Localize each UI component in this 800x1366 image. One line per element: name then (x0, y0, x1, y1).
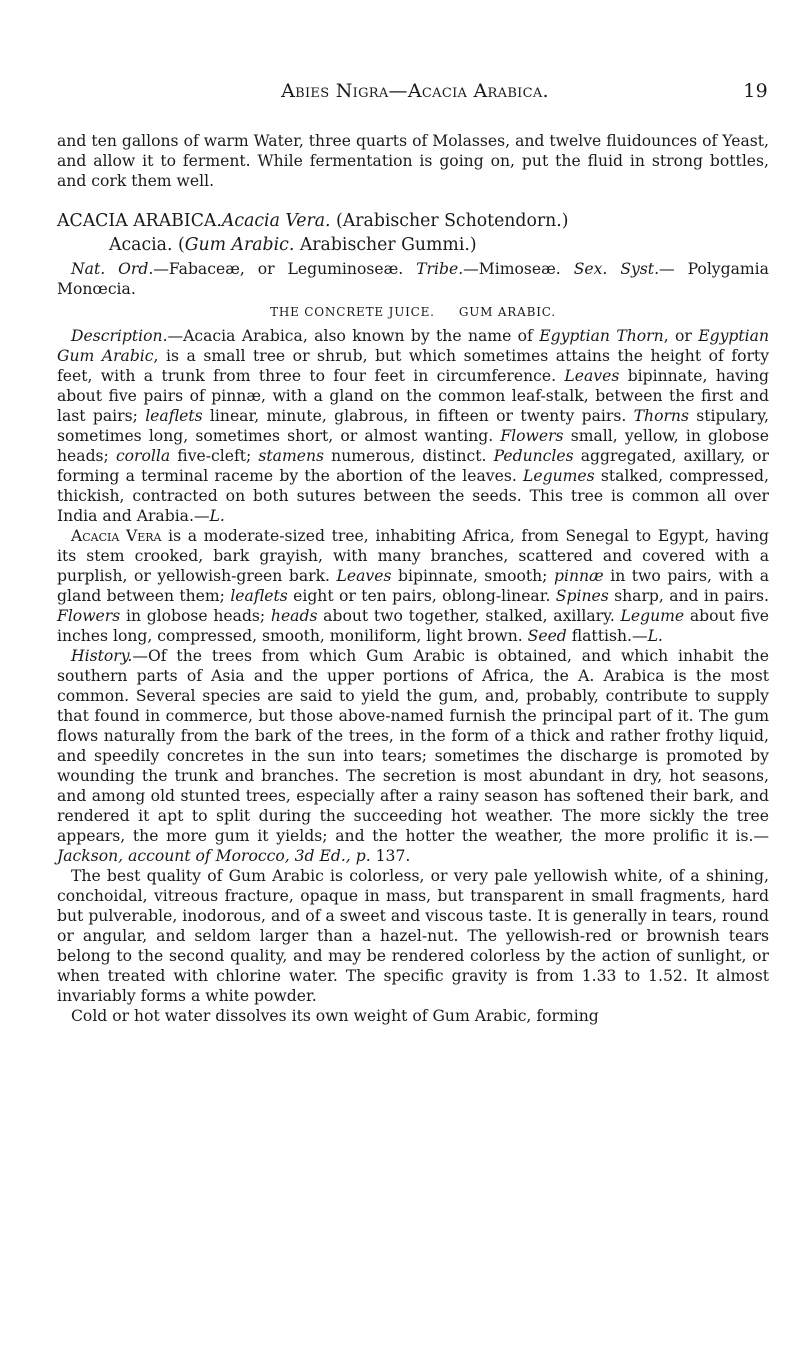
running-header (62, 80, 768, 104)
classification (57, 259, 769, 299)
tribe-text: —Mimoseæ. (463, 260, 561, 278)
history-citation: Jackson, account of Morocco, 3d Ed., p. (57, 847, 371, 865)
text-run: about two together, stalked, axillary. (317, 607, 621, 625)
italic-term: Egyptian Gum Arabic (57, 327, 770, 365)
text-run: flattish.— (566, 627, 648, 645)
italic-term: Seed (527, 627, 567, 645)
entry-synonym-2: Gum Arabic. (184, 235, 295, 255)
italic-term: Egyptian Thorn (539, 327, 664, 345)
italic-term: Leaves (564, 367, 620, 385)
juice-label: THE CONCRETE JUICE. (270, 305, 435, 319)
text-run: stalked, compressed, thickish, contracted on both sutures between the seeds. This tree is common all over India and Arabia.— (57, 467, 769, 525)
text-run: about five inches long, compressed, smooth, moniliform, light brown. (57, 607, 769, 645)
sex-syst-label: Sex. Syst. (573, 260, 660, 278)
italic-term: Thorns (633, 407, 689, 425)
gum-label: GUM ARABIC. (458, 305, 556, 319)
italic-term: Legume (620, 607, 685, 625)
italic-term: Legumes (523, 467, 595, 485)
entry-heading-line-2 (57, 234, 769, 256)
text-run: aggregated, axillary, or forming a terminal raceme by the abortion of the leaves. (57, 447, 769, 485)
best-quality-paragraph: The best quality of Gum Arabic is colorless, or very pale yellowish white, of a shining, conchoidal, vitreous fracture, opaque in mass, but transparent in small fragments, hard but pulverable, inodorous, and of a sweet and viscous taste. It is generally in tears, round or angular, and seldom larger than a hazel-nut. The yellowish-red or brownish tears belong to the second quality, and may be rendered colorless by the action of sunlight, or when treated with chlorine water. The specific gravity is from 1.33 to 1.52. It almost invariably forms a white powder. (57, 867, 769, 1005)
text-run: five-cleft; (170, 447, 259, 465)
description-paragraph (57, 326, 769, 526)
acacia-vera-name: Acacia Vera (71, 527, 162, 545)
text-run: —Of the trees from which Gum Arabic is obtained, and which inhabit the southern parts of Asia and the upper portions of Africa, the A. Arabica is the most common. Several species are said to yield the gum, and, probably, contribute to supply that found in commerce, but those above-named furnish the principal part of it. The gum flows naturally from the bark of the trees, in the form of a thick and rather frothy liquid, and speedily concretes in the sun into tears; sometimes the discharge is promoted by wounding the trunk and branches. The secretion is most abundant in dry, hot seasons, and among old stunted trees, especially after a rainy season has softened their bark, and rendered it apt to split during the succeeding hot weather. The more sickly the tree appears, the more gum it yields; and the hotter the weather, the more prolific it is.— (57, 647, 769, 845)
text-run: in two pairs, with a gland between them; (57, 567, 770, 605)
nat-ord-label: Nat. Ord. (71, 260, 154, 278)
italic-term: leaflets (145, 407, 203, 425)
italic-term: heads (270, 607, 318, 625)
history-paragraph (57, 646, 769, 866)
author-abbrev: L. (209, 507, 225, 525)
text-run: small, yellow, in globose heads; (57, 427, 769, 465)
text-run: bipinnate, smooth; (391, 567, 554, 585)
page-number: 19 (743, 80, 768, 102)
nat-ord-text: —Fabaceæ, or Leguminoseæ. (153, 260, 404, 278)
description-label: Description. (71, 327, 168, 345)
italic-term: Peduncles (493, 447, 574, 465)
italic-term: leaflets (230, 587, 288, 605)
text-run: eight or ten pairs, oblong-linear. (287, 587, 556, 605)
text-run: in globose heads; (120, 607, 271, 625)
italic-term: Flowers (57, 607, 121, 625)
history-label: History. (71, 647, 133, 665)
author-abbrev: L. (647, 627, 663, 645)
sex-syst-text: — Polygamia Monœcia. (57, 260, 769, 298)
part-used-heading (57, 302, 769, 322)
text-run: stipulary, sometimes long, sometimes short, or almost wanting. (57, 407, 770, 445)
italic-term: Flowers (500, 427, 564, 445)
text-run: sharp, and in pairs. (608, 587, 769, 605)
running-title: Abies Nigra—Acacia Arabica. (281, 80, 549, 102)
paragraph-continuation: and ten gallons of warm Water, three quarts of Molasses, and twelve fluidounces of Yeast, and allow it to ferment. While fermentation is going on, put the fluid in strong bottles, and cork them well. (57, 132, 769, 190)
history-citation-page: 137. (370, 847, 411, 865)
entry-german-name-1: (Arabischer Schotendorn.) (336, 211, 569, 231)
cold-water-paragraph: Cold or hot water dissolves its own weight of Gum Arabic, forming (71, 1007, 599, 1025)
page-body (57, 131, 769, 1026)
entry-line2-b: Arabischer Gummi.) (294, 235, 477, 255)
text-run: , is a small tree or shrub, but which sometimes attains the height of forty feet, with a trunk from three to four feet in circumference. (57, 347, 770, 385)
italic-term: Spines (555, 587, 609, 605)
text-run: , or (663, 327, 699, 345)
entry-heading (57, 210, 769, 232)
tribe-label: Tribe. (416, 260, 464, 278)
italic-term: corolla (115, 447, 171, 465)
italic-term: pinnæ (553, 567, 604, 585)
entry-name: ACACIA ARABICA. (57, 211, 222, 231)
entry-line2-a: Acacia. ( (109, 235, 185, 255)
italic-term: stamens (258, 447, 325, 465)
text-run: —Acacia Arabica, also known by the name of (167, 327, 540, 345)
text-run: linear, minute, glabrous, in fifteen or twenty pairs. (202, 407, 634, 425)
entry-synonym-1: Acacia Vera. (221, 211, 331, 231)
text-run: numerous, distinct. (324, 447, 494, 465)
italic-term: Leaves (336, 567, 392, 585)
text-run: is a moderate-sized tree, inhabiting Africa, from Senegal to Egypt, having its stem crooked, bark grayish, with many branches, scattered and covered with a purplish, or yellowish-green bark. (57, 527, 769, 585)
acacia-vera-paragraph (57, 526, 769, 646)
text-run: bipinnate, having about five pairs of pinnæ, with a gland on the common leaf-stalk, between the first and last pairs; (57, 367, 769, 425)
